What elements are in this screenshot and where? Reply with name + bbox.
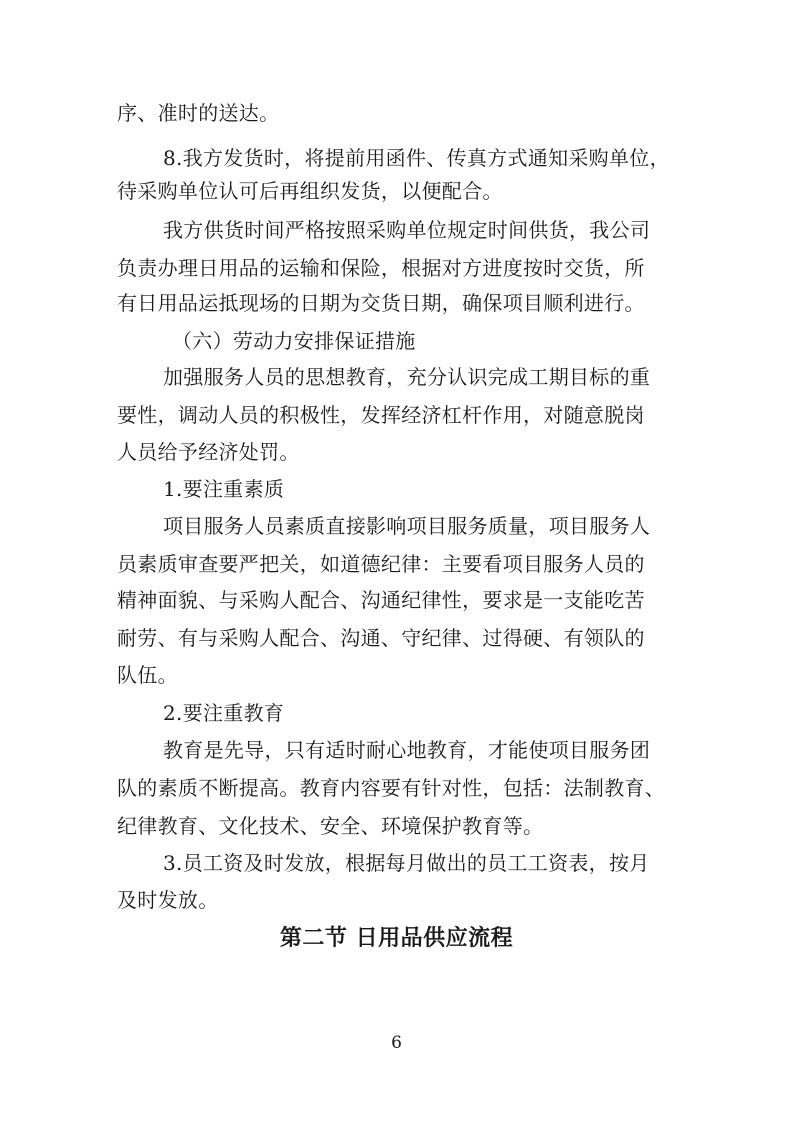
- subsection-heading: （六）劳动力安排保证措施: [172, 329, 416, 353]
- text-line: 纪律教育、文化技术、安全、环境保护教育等。: [117, 814, 544, 838]
- text-line: 人员给予经济处罚。: [117, 440, 300, 464]
- text-line: 待采购单位认可后再组织发货，以便配合。: [117, 179, 503, 203]
- section-title: 第二节 日用品供应流程: [279, 926, 514, 951]
- text-line: 加强服务人员的思想教育，充分认识完成工期目标的重: [163, 365, 651, 389]
- text-line: 项目服务人员素质直接影响项目服务质量，项目服务人: [163, 514, 651, 538]
- text-line: 队的素质不断提高。教育内容要有针对性，包括：法制教育、: [117, 776, 666, 800]
- text-line: 精神面貌、与采购人配合、沟通纪律性，要求是一支能吃苦: [117, 588, 645, 612]
- text-line: 3.员工资及时发放，根据每月做出的员工工资表，按月: [163, 851, 650, 875]
- text-line: 及时发放。: [117, 888, 219, 912]
- text-line: 负责办理日用品的运输和保险，根据对方进度按时交货，所: [117, 256, 645, 280]
- text-line: 我方供货时间严格按照采购单位规定时间供货，我公司: [163, 218, 651, 242]
- text-line: 教育是先导，只有适时耐心地教育，才能使项目服务团: [163, 738, 651, 762]
- numbered-heading: 2.要注重教育: [163, 701, 285, 725]
- text-line: 要性，调动人员的积极性，发挥经济杠杆作用，对随意脱岗: [117, 403, 645, 427]
- text-line: 有日用品运抵现场的日期为交货日期，确保项目顺利进行。: [117, 291, 645, 315]
- numbered-heading: 1.要注重素质: [163, 477, 285, 501]
- text-line: 耐劳、有与采购人配合、沟通、守纪律、过得硬、有领队的: [117, 626, 645, 650]
- text-line: 8.我方发货时，将提前用函件、传真方式通知采购单位，: [163, 146, 670, 170]
- text-line: 序、准时的送达。: [117, 101, 280, 125]
- page-number: 6: [391, 1033, 402, 1053]
- text-line: 队伍。: [117, 663, 178, 687]
- text-line: 员素质审查要严把关，如道德纪律：主要看项目服务人员的: [117, 552, 645, 576]
